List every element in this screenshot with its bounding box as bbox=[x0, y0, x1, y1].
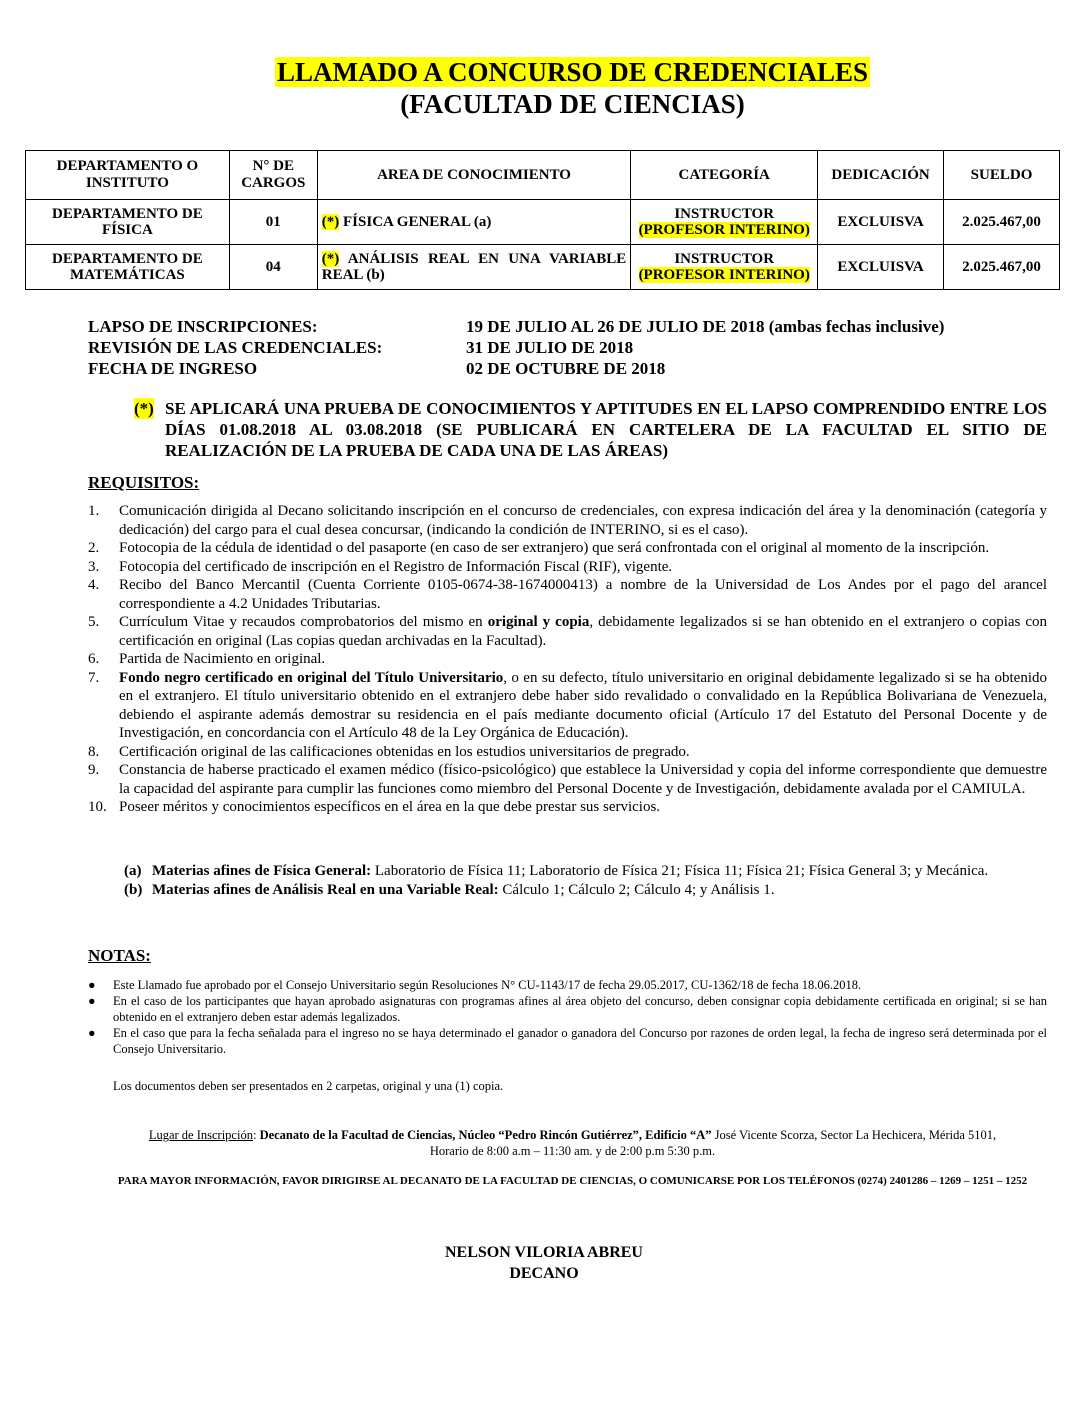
area-asterisk: (*) bbox=[321, 251, 340, 267]
header-sueldo: SUELDO bbox=[944, 151, 1060, 200]
list-item bbox=[88, 613, 1047, 650]
date-value: 19 DE JULIO AL 26 DE JULIO DE 2018 (ambas fechas inclusive) bbox=[466, 317, 945, 336]
item-letter: (b) bbox=[124, 881, 143, 898]
cell-dedicacion: EXCLUISVA bbox=[818, 200, 944, 245]
cell-sueldo: 2.025.467,00 bbox=[944, 200, 1060, 245]
list-item bbox=[88, 993, 1047, 1025]
registration-bold: Decanato de la Facultad de Ciencias, Núcleo “Pedro Rincón Gutiérrez”, Edificio “A” bbox=[259, 1128, 712, 1142]
item-letter: (a) bbox=[124, 863, 142, 879]
date-value: 31 DE JULIO DE 2018 bbox=[466, 338, 634, 357]
item-text: Este Llamado fue aprobado por el Consejo Universitario según Resoluciones N° CU-1143/17 de fecha 29.05.2017, CU-1362/18 de fecha 18.06.2018. bbox=[113, 978, 862, 992]
positions-table bbox=[25, 150, 1060, 290]
notas-heading: NOTAS: bbox=[88, 946, 151, 965]
item-number: 8. bbox=[88, 743, 100, 760]
list-item bbox=[124, 881, 1045, 900]
item-number: 1. bbox=[88, 503, 100, 519]
dates-block bbox=[88, 316, 944, 379]
item-number: 6. bbox=[88, 651, 100, 667]
item-bold: Materias afines de Análisis Real en una Variable Real: bbox=[152, 881, 499, 898]
list-item bbox=[88, 558, 1047, 577]
list-item bbox=[88, 798, 1047, 817]
item-text: Certificación original de las calificaciones obtenidas en los estudios universitarios de pregrado. bbox=[119, 743, 690, 760]
page-title bbox=[0, 56, 1088, 88]
header-dedicacion: DEDICACIÓN bbox=[818, 151, 944, 200]
list-item bbox=[88, 502, 1047, 539]
list-item bbox=[88, 1025, 1047, 1057]
exam-note-text: SE APLICARÁ UNA PRUEBA DE CONOCIMIENTOS Y APTITUDES EN EL LAPSO COMPRENDIDO ENTRE LOS DÍAS 01.08.2018 AL 03.08.2018 (SE PUBLICARÁ EN CARTELERA DE LA FACULTAD EL SITIO DE REALIZACIÓN DE LA PRUEBA DE CADA UNA DE LAS ÁREAS) bbox=[165, 399, 1047, 460]
list-item bbox=[88, 576, 1047, 613]
item-bold: Fondo negro certificado en original del Título Universitario bbox=[119, 669, 504, 686]
page-title-text: LLAMADO A CONCURSO DE CREDENCIALES bbox=[276, 57, 869, 87]
item-text: Recibo del Banco Mercantil (Cuenta Corriente 0105-0674-38-1674000413) a nombre de la Universidad de Los Andes por el pago del arancel correspondiente a 4.2 Unidades Tributarias. bbox=[119, 577, 1047, 612]
item-text: Fotocopia de la cédula de identidad o del pasaporte (en caso de ser extranjero) que será confrontada con el original al momento de la inscripción. bbox=[119, 540, 990, 556]
table-header-row bbox=[26, 151, 1060, 200]
requisitos-list bbox=[88, 502, 1047, 817]
registration-place bbox=[60, 1127, 1085, 1159]
date-value: 02 DE OCTUBRE DE 2018 bbox=[466, 359, 666, 378]
list-item bbox=[88, 650, 1047, 669]
date-row bbox=[88, 337, 944, 358]
requisitos-heading: REQUISITOS: bbox=[88, 473, 200, 492]
item-number: 3. bbox=[88, 558, 100, 575]
table-row bbox=[26, 245, 1060, 290]
registration-text: José Vicente Scorza, Sector La Hechicera, Mérida 5101, bbox=[711, 1128, 997, 1142]
signature-block bbox=[0, 1242, 1088, 1284]
page-subtitle: (FACULTAD DE CIENCIAS) bbox=[400, 89, 745, 119]
signature-role: DECANO bbox=[509, 1265, 579, 1282]
cell-dedicacion: EXCLUISVA bbox=[818, 245, 944, 290]
item-text: Partida de Nacimiento en original. bbox=[119, 651, 326, 667]
area-text: ANÁLISIS REAL EN UNA VARIABLE REAL (b) bbox=[321, 251, 627, 283]
item-text: Constancia de haberse practicado el examen médico (físico-psicológico) que establece la Universidad y copia del informe correspondiente que demuestre la capacidad del aspirante para cumplir las funciones como miembro del Personal Docente y de Investigación, debidamente avalada por el CAMIULA. bbox=[119, 762, 1047, 797]
bullet-icon: ● bbox=[88, 978, 96, 992]
item-text: , debidamente legalizados si se han obtenido en el extranjero o copias con certificación en original (Las copias quedan archivadas en la Facultad). bbox=[119, 614, 1048, 649]
more-info: PARA MAYOR INFORMACIÓN, FAVOR DIRIGIRSE AL DECANATO DE LA FACULTAD DE CIENCIAS, O COMUNICARSE POR LOS TELÉFONOS (0274) 2401286 – 1269 – 1251 – 1252 bbox=[117, 1175, 1028, 1187]
registration-line: Lugar de Inscripción: Decanato de la Facultad de Ciencias, Núcleo “Pedro Rincón Gutiérrez”, Edificio “A” José Vicente Scorza, Sector La Hechicera, Mérida 5101, bbox=[148, 1128, 997, 1142]
area-asterisk: (*) bbox=[321, 214, 340, 230]
item-number: 9. bbox=[88, 762, 100, 778]
list-item bbox=[88, 539, 1047, 558]
list-item bbox=[124, 862, 1045, 881]
item-text: Cálculo 1; Cálculo 2; Cálculo 4; y Análisis 1. bbox=[498, 881, 775, 898]
registration-label: Lugar de Inscripción bbox=[148, 1128, 253, 1142]
cell-cargos: 01 bbox=[229, 200, 317, 245]
exam-note-asterisk: (*) bbox=[134, 399, 154, 418]
header-area: AREA DE CONOCIMIENTO bbox=[317, 151, 631, 200]
cell-area bbox=[317, 245, 631, 290]
list-item bbox=[88, 669, 1047, 743]
date-row bbox=[88, 358, 944, 379]
item-bold: original y copia bbox=[487, 614, 590, 630]
table-row bbox=[26, 200, 1060, 245]
item-text: , o en su defecto, título universitario en original debidamente legalizado si se ha obtenido en el extranjero. El título universitario obtenido en el extranjero debe haber sido revalidado o convalidado en la República Bolivariana de Venezuela, debiendo el aspirante además demostrar su residencia en el país mediante documento oficial (Artículo 17 del Estatuto del Personal Docente y de Investigación, en concordancia con el Artículo 48 de la Ley Orgánica de Educación). bbox=[119, 669, 1047, 741]
item-number: 5. bbox=[88, 614, 100, 630]
area-text: FÍSICA GENERAL (a) bbox=[343, 214, 492, 230]
bullet-icon: ● bbox=[88, 1026, 96, 1040]
item-number: 7. bbox=[88, 669, 100, 686]
item-number: 2. bbox=[88, 540, 100, 556]
cell-categoria bbox=[631, 200, 818, 245]
header-cargos: N° DE CARGOS bbox=[229, 151, 317, 200]
categoria-sub: (PROFESOR INTERINO) bbox=[638, 222, 810, 238]
list-item bbox=[88, 761, 1047, 798]
cell-departamento: DEPARTAMENTO DE FÍSICA bbox=[26, 200, 230, 245]
item-text: En el caso de los participantes que hayan aprobado asignaturas con programas afines al área objeto del concurso, deben consignar copia debidamente certificada en original; si se han obtenido en el extranjero deben estar además legalizados. bbox=[113, 994, 1047, 1024]
exam-note bbox=[134, 398, 1047, 461]
item-text: Fotocopia del certificado de inscripción en el Registro de Información Fiscal (RIF), vigente. bbox=[119, 558, 673, 575]
item-pre: Currículum Vitae y recaudos comprobatorios del mismo en bbox=[119, 614, 488, 630]
item-text: Poseer méritos y conocimientos específicos en el área en la que debe prestar sus servicios. bbox=[119, 799, 661, 815]
documents-note: Los documentos deben ser presentados en 2 carpetas, original y una (1) copia. bbox=[113, 1079, 504, 1093]
materias-afines bbox=[124, 862, 1045, 899]
list-item bbox=[88, 977, 1047, 993]
item-bold: Materias afines de Física General: bbox=[152, 863, 372, 879]
categoria-text: INSTRUCTOR bbox=[674, 206, 775, 222]
date-label: REVISIÓN DE LAS CREDENCIALES: bbox=[88, 338, 383, 357]
cell-cargos: 04 bbox=[229, 245, 317, 290]
cell-departamento: DEPARTAMENTO DE MATEMÁTICAS bbox=[26, 245, 230, 290]
cell-categoria bbox=[631, 245, 818, 290]
date-row bbox=[88, 316, 944, 337]
list-item bbox=[88, 743, 1047, 762]
notas-list bbox=[88, 977, 1047, 1057]
header-departamento: DEPARTAMENTO O INSTITUTO bbox=[26, 151, 230, 200]
registration-hours: Horario de 8:00 a.m – 11:30 am. y de 2:00 p.m 5:30 p.m. bbox=[429, 1144, 716, 1158]
item-number: 4. bbox=[88, 577, 100, 593]
header-categoria: CATEGORÍA bbox=[631, 151, 818, 200]
categoria-sub: (PROFESOR INTERINO) bbox=[638, 267, 810, 283]
item-text: Comunicación dirigida al Decano solicitando inscripción en el concurso de credenciales, con expresa indicación del área y la denominación (categoría y dedicación) del cargo para el cual desea concursar, (indicando la condición de INTERINO, si es el caso). bbox=[119, 503, 1047, 538]
item-text: Laboratorio de Física 11; Laboratorio de Física 21; Física 11; Física 21; Física General 3; y Mecánica. bbox=[371, 863, 989, 879]
bullet-icon: ● bbox=[88, 994, 96, 1008]
item-number: 10. bbox=[88, 799, 107, 815]
categoria-text: INSTRUCTOR bbox=[674, 251, 775, 267]
cell-sueldo: 2.025.467,00 bbox=[944, 245, 1060, 290]
date-label: FECHA DE INGRESO bbox=[88, 359, 258, 378]
cell-area bbox=[317, 200, 631, 245]
item-text: En el caso que para la fecha señalada para el ingreso no se haya determinado el ganador o ganadora del Concurso por razones de orden legal, la fecha de ingreso será determinada por el Consejo Universitario. bbox=[113, 1026, 1047, 1056]
signature-name: NELSON VILORIA ABREU bbox=[445, 1244, 643, 1261]
date-label: LAPSO DE INSCRIPCIONES: bbox=[88, 317, 318, 336]
